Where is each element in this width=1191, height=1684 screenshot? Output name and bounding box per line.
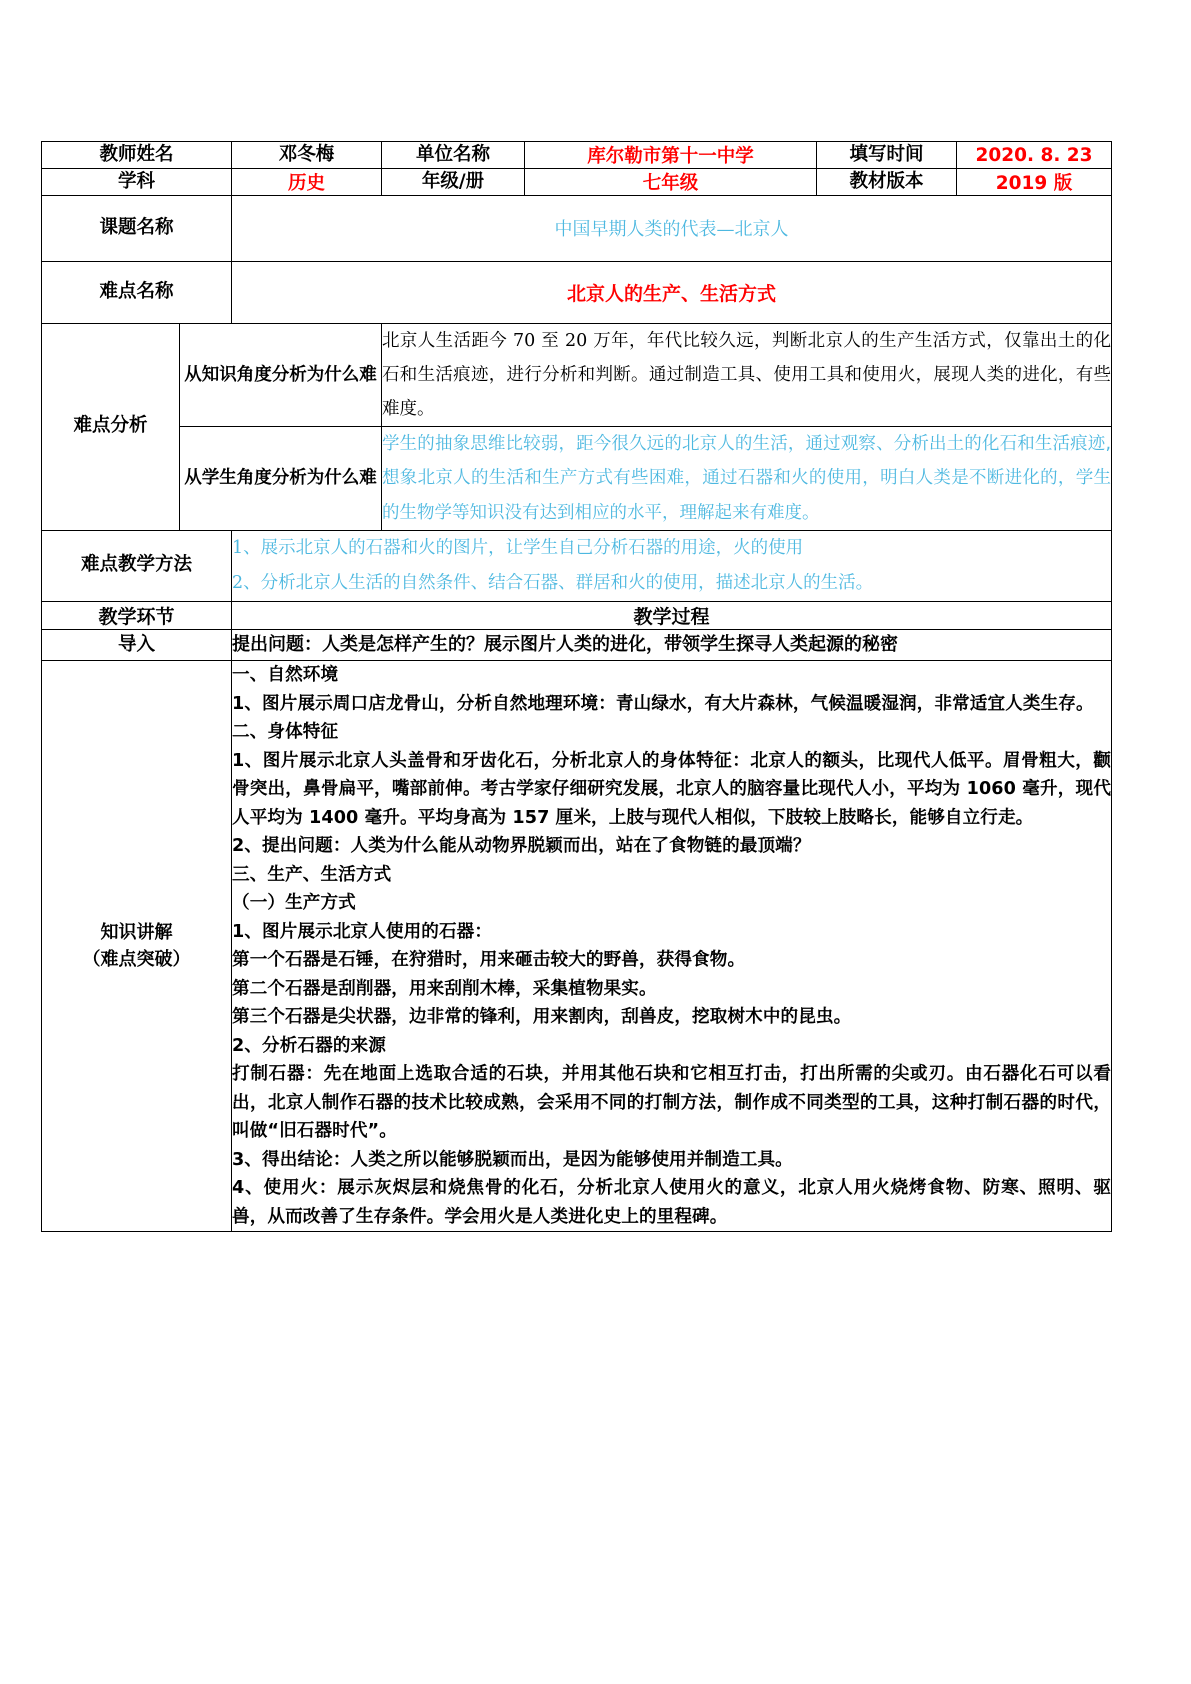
table-row-subject-info [42, 169, 1112, 196]
knowledge-paragraph: 1、图片展示周口店龙骨山，分析自然地理环境：青山绿水，有大片森林，气候温暖湿润，非常适宜人类生存。 [232, 693, 1094, 714]
table-row-difficulty-name [42, 261, 1112, 323]
teaching-method-line-1: 1、展示北京人的石器和火的图片，让学生自己分析石器的用途，火的使用 [232, 537, 804, 558]
teaching-method-body [232, 530, 1112, 601]
textbook-version-label: 教材版本 [817, 169, 957, 196]
table-row-analysis-student [42, 427, 1112, 530]
topic-value: 中国早期人类的代表—北京人 [232, 196, 1112, 262]
grade-label: 年级/册 [382, 169, 525, 196]
fill-date-value: 2020. 8. 23 [957, 142, 1112, 169]
subject-label: 学科 [42, 169, 232, 196]
subject-value: 历史 [232, 169, 382, 196]
student-angle-text: 学生的抽象思维比较弱，距今很久远的北京人的生活，通过观察、分析出土的化石和生活痕迹,想象北京人的生活和生产方式有些困难，通过石器和火的使用，明白人类是不断进化的，学生的生物学等知识没有达到相应的水平，理解起来有难度。 [382, 427, 1112, 530]
unit-name-label: 单位名称 [382, 142, 525, 169]
knowledge-angle-text: 北京人生活距今 70 至 20 万年，年代比较久远，判断北京人的生产生活方式，仅靠出土的化石和生活痕迹，进行分析和判断。通过制造工具、使用工具和使用火，展现人类的进化，有些难度。 [382, 323, 1112, 426]
knowledge-paragraph: 二、身体特征 [232, 722, 339, 743]
knowledge-paragraph: 2、提出问题：人类为什么能从动物界脱颖而出，站在了食物链的最顶端？ [232, 836, 811, 857]
knowledge-angle-label: 从知识角度分析为什么难 [180, 323, 382, 426]
knowledge-label-line-1: 知识讲解 [100, 922, 173, 944]
introduction-label: 导入 [42, 629, 232, 661]
knowledge-paragraph: 打制石器：先在地面上选取合适的石块，并用其他石块和它相互打击，打出所需的尖或刃。由石器化石可以看出，北京人制作石器的技术比较成熟，会采用不同的打制方法，制作成不同类型的工具，这种打制石器的时代，叫做“旧石器时代”。 [232, 1064, 1112, 1142]
grade-value: 七年级 [525, 169, 817, 196]
textbook-version-value: 2019 版 [957, 169, 1112, 196]
difficulty-analysis-label: 难点分析 [42, 323, 180, 530]
knowledge-paragraph: 3、得出结论：人类之所以能够脱颖而出，是因为能够使用并制造工具。 [232, 1149, 793, 1170]
difficulty-name-label: 难点名称 [42, 261, 232, 323]
knowledge-paragraph: 2、分析石器的来源 [232, 1035, 386, 1056]
student-angle-label: 从学生角度分析为什么难 [180, 427, 382, 530]
knowledge-paragraph: 第一个石器是石锤，在狩猎时，用来砸击较大的野兽，获得食物。 [232, 950, 746, 971]
knowledge-explanation-body [232, 661, 1112, 1232]
knowledge-paragraph: 1、图片展示北京人使用的石器： [232, 921, 493, 942]
teaching-method-label: 难点教学方法 [42, 530, 232, 601]
knowledge-paragraph: 一、自然环境 [232, 665, 339, 686]
knowledge-paragraph: （一）生产方式 [232, 893, 356, 914]
unit-name-value: 库尔勒市第十一中学 [525, 142, 817, 169]
table-row-teacher-info [42, 142, 1112, 169]
introduction-text: 提出问题：人类是怎样产生的？展示图片人类的进化，带领学生探寻人类起源的秘密 [232, 629, 1112, 661]
table-row-analysis-knowledge [42, 323, 1112, 426]
knowledge-label-line-2: （难点突破） [82, 949, 191, 971]
knowledge-paragraph: 第二个石器是刮削器，用来刮削木棒，采集植物果实。 [232, 978, 657, 999]
teaching-method-line-2: 2、分析北京人生活的自然条件、结合石器、群居和火的使用，描述北京人的生活。 [232, 572, 874, 593]
knowledge-paragraph: 1、图片展示北京人头盖骨和牙齿化石，分析北京人的身体特征：北京人的额头，比现代人低平。眉骨粗大，颧骨突出，鼻骨扁平，嘴部前伸。考古学家仔细研究发展，北京人的脑容量比现代人小，平均为 1060 毫升，现代人平均为 1400 毫升。平均身高为 157 厘米，上肢与现代人相似，下肢较上肢略长，能够自立行走。 [232, 750, 1112, 828]
teacher-name-label: 教师姓名 [42, 142, 232, 169]
lesson-plan-table [41, 141, 1112, 1232]
teacher-name-value: 邓冬梅 [232, 142, 382, 169]
fill-date-label: 填写时间 [817, 142, 957, 169]
difficulty-name-value: 北京人的生产、生活方式 [232, 261, 1112, 323]
table-row-introduction [42, 629, 1112, 661]
knowledge-paragraph: 4、使用火：展示灰烬层和烧焦骨的化石，分析北京人使用火的意义，北京人用火烧烤食物、防寒、照明、驱兽，从而改善了生存条件。学会用火是人类进化史上的里程碑。 [232, 1178, 1112, 1227]
teaching-stage-label: 教学环节 [42, 601, 232, 629]
table-row-teaching-method [42, 530, 1112, 601]
teaching-process-label: 教学过程 [232, 601, 1112, 629]
table-row-knowledge-explanation [42, 661, 1112, 1232]
knowledge-explanation-label [42, 661, 232, 1232]
topic-label: 课题名称 [42, 196, 232, 262]
knowledge-paragraph: 第三个石器是尖状器，边非常的锋利，用来割肉，刮兽皮，挖取树木中的昆虫。 [232, 1007, 852, 1028]
table-row-topic [42, 196, 1112, 262]
table-row-process-header [42, 601, 1112, 629]
knowledge-paragraph: 三、生产、生活方式 [232, 864, 392, 885]
